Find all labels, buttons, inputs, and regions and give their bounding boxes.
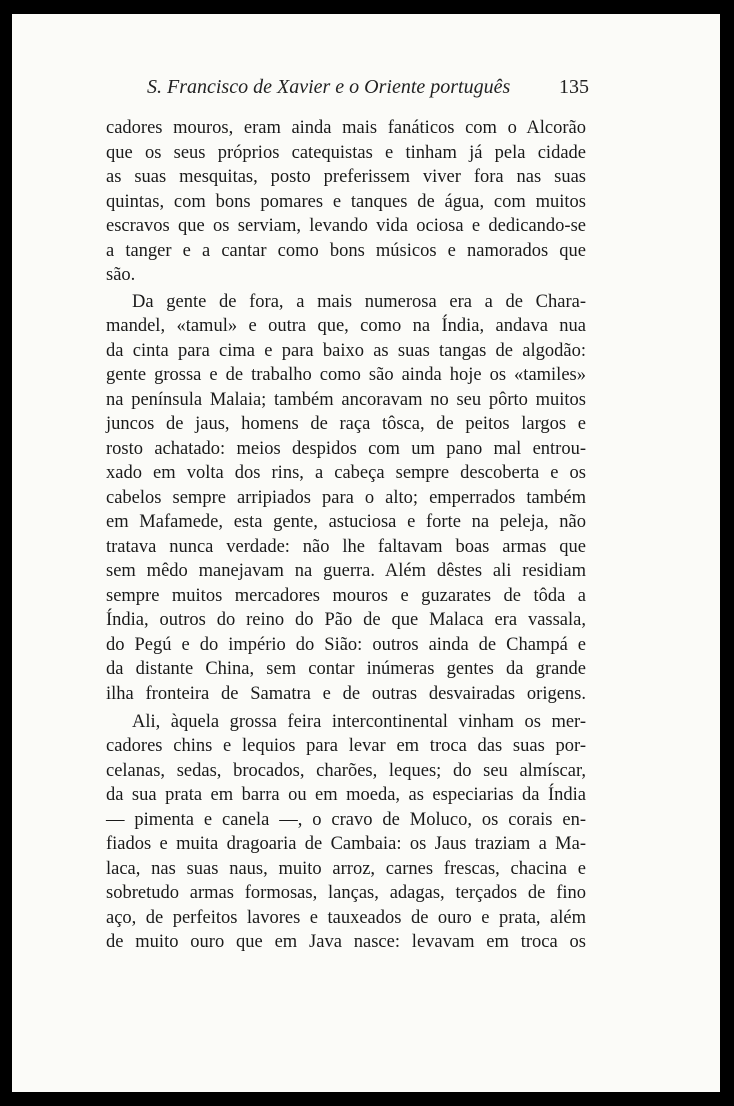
text-line: xado em volta dos rins, a cabeça sempre descoberta e os bbox=[106, 463, 586, 483]
text-line: são. bbox=[106, 265, 136, 285]
text-line: rosto achatado: meios despidos com um pano mal entrou- bbox=[106, 439, 586, 459]
page-number: 135 bbox=[559, 76, 589, 98]
text-line: escravos que os serviam, levando vida ociosa e dedicando-se bbox=[106, 216, 586, 236]
text-line: — pimenta e canela —, o cravo de Moluco, os corais en- bbox=[106, 810, 586, 830]
text-line: juncos de jaus, homens de raça tôsca, de peitos largos e bbox=[106, 414, 586, 434]
text-line: as suas mesquitas, posto preferissem viver fora nas suas bbox=[106, 167, 586, 187]
text-line: sem mêdo manejavam na guerra. Além dêstes ali residiam bbox=[106, 561, 586, 581]
text-line: mandel, «tamul» e outra que, como na Índia, andava nua bbox=[106, 316, 586, 336]
text-line: que os seus próprios catequistas e tinham já pela cidade bbox=[106, 143, 586, 163]
text-line: quintas, com bons pomares e tanques de água, com muitos bbox=[106, 192, 586, 212]
text-line: sobretudo armas formosas, lanças, adagas, terçados de fino bbox=[106, 883, 586, 903]
text-line: em Mafamede, esta gente, astuciosa e forte na peleja, não bbox=[106, 512, 586, 532]
text-line: da sua prata em barra ou em moeda, as especiarias da Índia bbox=[106, 785, 586, 805]
page-header bbox=[12, 76, 720, 106]
text-line: do Pegú e do império do Sião: outros ainda de Champá e bbox=[106, 635, 586, 655]
text-line: fiados e muita dragoaria de Cambaia: os Jaus traziam a Ma- bbox=[106, 834, 586, 854]
text-line: de muito ouro que em Java nasce: levavam em troca os bbox=[106, 932, 586, 952]
text-line: aço, de perfeitos lavores e tauxeados de ouro e prata, além bbox=[106, 908, 586, 928]
text-line: da cinta para cima e para baixo as suas tangas de algodão: bbox=[106, 341, 586, 361]
book-page bbox=[12, 14, 720, 1092]
text-line: cadores chins e lequios para levar em troca das suas por- bbox=[106, 736, 586, 756]
running-title: S. Francisco de Xavier e o Oriente português bbox=[147, 76, 511, 98]
text-line: na península Malaia; também ancoravam no seu pôrto muitos bbox=[106, 390, 586, 410]
text-line: a tanger e a cantar como bons músicos e namorados que bbox=[106, 241, 586, 261]
text-line: sempre muitos mercadores mouros e guzarates de tôda a bbox=[106, 586, 586, 606]
text-line: Ali, àquela grossa feira intercontinental vinham os mer- bbox=[132, 712, 586, 732]
text-line: celanas, sedas, brocados, charões, leques; do seu almíscar, bbox=[106, 761, 586, 781]
text-line: Índia, outros do reino do Pão de que Malaca era vassala, bbox=[106, 610, 586, 630]
text-line: ilha fronteira de Samatra e de outras desvairadas origens. bbox=[106, 684, 586, 704]
text-line: tratava nunca verdade: não lhe faltavam boas armas que bbox=[106, 537, 586, 557]
text-line: cabelos sempre arripiados para o alto; emperrados também bbox=[106, 488, 586, 508]
text-line: cadores mouros, eram ainda mais fanáticos com o Alcorão bbox=[106, 118, 586, 138]
text-line: da distante China, sem contar inúmeras gentes da grande bbox=[106, 659, 586, 679]
text-line: gente grossa e de trabalho como são ainda hoje os «tamiles» bbox=[106, 365, 586, 385]
text-line: laca, nas suas naus, muito arroz, carnes frescas, chacina e bbox=[106, 859, 586, 879]
text-line: Da gente de fora, a mais numerosa era a de Chara- bbox=[132, 292, 586, 312]
